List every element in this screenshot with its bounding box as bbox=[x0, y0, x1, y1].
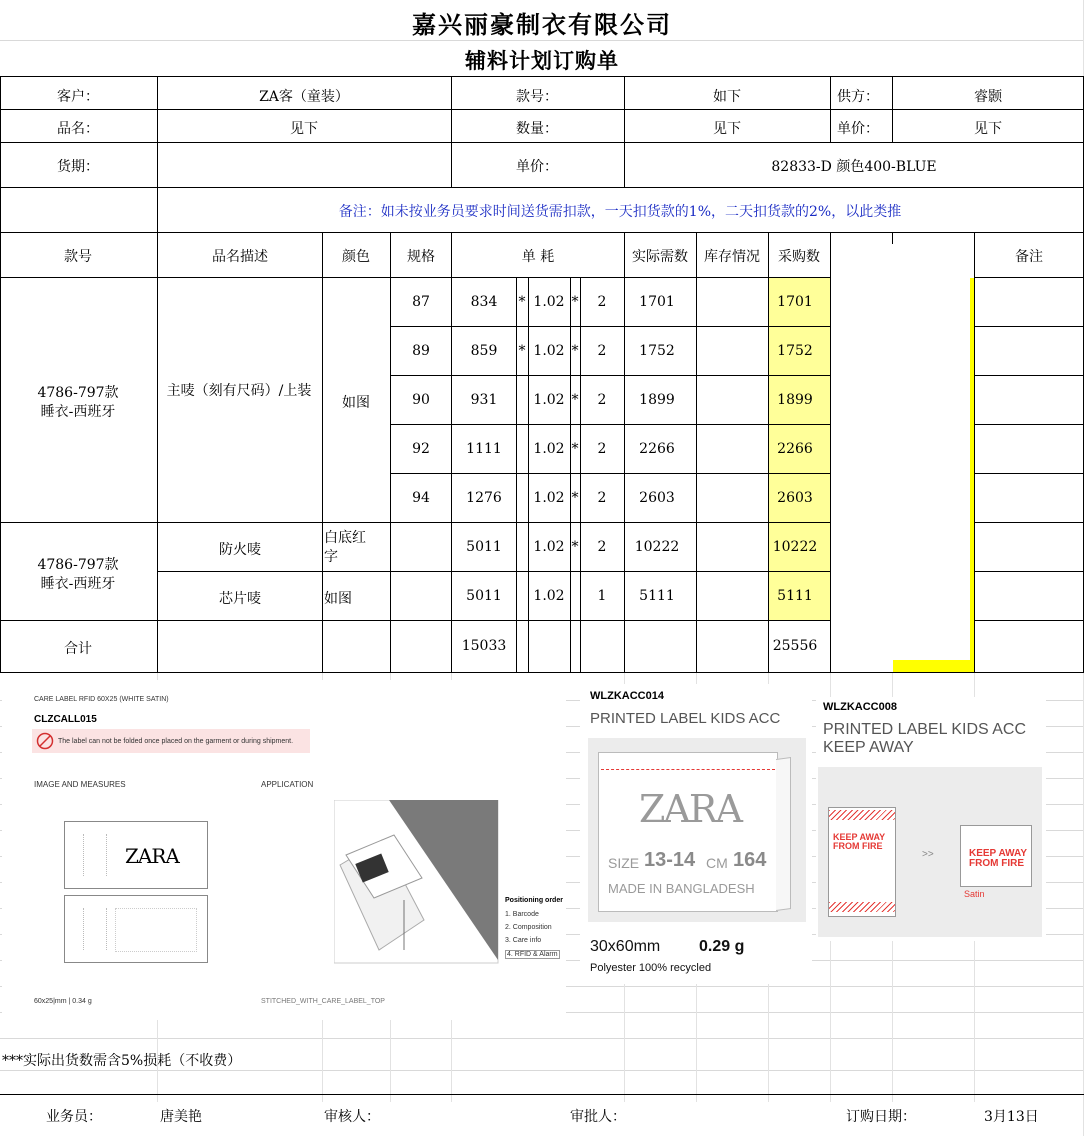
no-fold-icon bbox=[36, 732, 54, 750]
salesperson-value: 唐美艳 bbox=[160, 1109, 202, 1125]
keep-away-code: WLZKACC008 bbox=[823, 701, 897, 713]
kids-cm: 164 bbox=[733, 849, 767, 871]
kids-made-in: MADE IN BANGLADESH bbox=[608, 881, 755, 896]
row-actual: 2266 bbox=[639, 441, 675, 457]
row-op2: * bbox=[571, 392, 579, 408]
total-edge-highlight bbox=[893, 660, 974, 672]
header-style: 款号 bbox=[64, 249, 92, 265]
row-actual: 1701 bbox=[639, 294, 675, 310]
kids-label-material: Polyester 100% recycled bbox=[590, 962, 712, 974]
positioning-step-4: 4. RFID & Alarm bbox=[507, 951, 558, 958]
row-purchase: 1701 bbox=[777, 294, 813, 310]
row-qty: 931 bbox=[470, 392, 498, 408]
row-actual: 1752 bbox=[639, 343, 675, 359]
keep-away-garment-text-2: FROM FIRE bbox=[969, 858, 1024, 869]
row-actual: 2603 bbox=[639, 490, 675, 506]
kids-label-dims: 30x60mm bbox=[590, 938, 661, 955]
care-label-warning: The label can not be folded once placed on the garment or during shipment. bbox=[58, 738, 294, 745]
quantity-value: 见下 bbox=[713, 121, 741, 137]
deduction-note: 备注：如未按业务员要求时间送货需扣款，一天扣货款的1%，二天扣货款的2%，以此类推 bbox=[338, 204, 902, 220]
reviewer-label: 审核人： bbox=[324, 1109, 380, 1125]
stitch-label: STITCHED_WITH_CARE_LABEL_TOP bbox=[261, 998, 385, 1005]
row-size: 92 bbox=[412, 441, 430, 457]
row-op2: * bbox=[571, 441, 579, 457]
keep-away-satin: Satin bbox=[964, 889, 985, 899]
keep-away-garment-text-1: KEEP AWAY bbox=[969, 848, 1027, 859]
unit-price-label-2: 单价： bbox=[516, 159, 558, 175]
kids-label-fold bbox=[776, 757, 791, 911]
label-brand: ZARA bbox=[125, 844, 179, 868]
positioning-title: Positioning order bbox=[505, 897, 563, 904]
header-actual: 实际需数 bbox=[632, 249, 688, 265]
row-purchase: 1899 bbox=[777, 392, 813, 408]
row-rate: 1.02 bbox=[533, 343, 565, 359]
keep-away-title-1: PRINTED LABEL KIDS ACC bbox=[823, 721, 1027, 738]
application-illustration bbox=[334, 800, 500, 965]
row-rate: 1.02 bbox=[533, 588, 565, 604]
product-value: 见下 bbox=[290, 121, 318, 137]
label-back bbox=[64, 895, 208, 963]
kids-label-weight: 0.29 g bbox=[699, 938, 745, 955]
row-purchase: 10222 bbox=[772, 539, 818, 555]
kids-label-brand: ZARA bbox=[639, 787, 741, 831]
kids-label-card bbox=[598, 752, 778, 912]
row-mult: 2 bbox=[597, 539, 607, 555]
header-desc: 品名描述 bbox=[212, 249, 268, 265]
row-op2: * bbox=[571, 539, 579, 555]
header-color: 颜色 bbox=[342, 249, 370, 265]
group1-color: 如图 bbox=[342, 395, 370, 411]
customer-label: 客户： bbox=[57, 89, 99, 105]
image-measures-label: IMAGE AND MEASURES bbox=[34, 780, 126, 789]
header-remark: 备注 bbox=[1015, 249, 1043, 265]
row-mult: 2 bbox=[597, 392, 607, 408]
label-front bbox=[64, 821, 208, 889]
style-label: 款号： bbox=[516, 89, 558, 105]
row-purchase: 2603 bbox=[777, 490, 813, 506]
row-qty: 5011 bbox=[466, 588, 502, 604]
row-qty: 1111 bbox=[466, 441, 502, 457]
row-purchase: 5111 bbox=[777, 588, 813, 604]
header-stock: 库存情况 bbox=[704, 249, 760, 265]
kids-size-prefix: SIZE bbox=[608, 855, 640, 871]
positioning-step-3: 3. Care info bbox=[505, 937, 542, 944]
keep-away-garment bbox=[960, 825, 1032, 887]
color-info: 82833-D 颜色400-BLUE bbox=[771, 159, 937, 175]
header-consumption: 单 耗 bbox=[521, 249, 555, 265]
supplier-label: 供方： bbox=[837, 89, 879, 105]
supplier-value: 睿颢 bbox=[974, 89, 1002, 105]
unit-price-value: 见下 bbox=[974, 121, 1002, 137]
care-label-title: CARE LABEL RFID 60X25 (WHITE SATIN) bbox=[34, 696, 169, 703]
group1-style-desc: 睡衣-西班牙 bbox=[40, 404, 116, 420]
row-mult: 2 bbox=[597, 343, 607, 359]
keep-away-title-2: KEEP AWAY bbox=[823, 739, 914, 756]
row-actual: 1899 bbox=[639, 392, 675, 408]
row-size: 87 bbox=[412, 294, 430, 310]
row-desc: 芯片唛 bbox=[219, 591, 261, 607]
row-qty: 5011 bbox=[466, 539, 502, 555]
row-op1: * bbox=[518, 294, 526, 310]
row-desc: 防火唛 bbox=[219, 542, 261, 558]
row-qty: 834 bbox=[470, 294, 498, 310]
approver-label: 审批人： bbox=[570, 1109, 626, 1125]
company-title: 嘉兴丽豪制衣有限公司 bbox=[412, 10, 672, 39]
care-label-code: CLZCALL015 bbox=[34, 714, 97, 725]
row-size: 90 bbox=[412, 392, 430, 408]
row-mult: 1 bbox=[597, 588, 607, 604]
row-rate: 1.02 bbox=[533, 441, 565, 457]
product-label: 品名： bbox=[57, 121, 99, 137]
kids-label-code: WLZKACC014 bbox=[590, 690, 664, 702]
total-qty: 15033 bbox=[461, 638, 507, 654]
group2-style: 4786-797款 bbox=[37, 557, 119, 573]
positioning-step-1: 1. Barcode bbox=[505, 911, 539, 918]
row-rate: 1.02 bbox=[533, 539, 565, 555]
care-label-image bbox=[2, 680, 566, 1020]
kids-label-image bbox=[580, 684, 812, 984]
kids-cm-prefix: CM bbox=[706, 855, 728, 871]
row-op2: * bbox=[571, 490, 579, 506]
row-op2: * bbox=[571, 343, 579, 359]
form-title: 辅料计划订购单 bbox=[465, 48, 619, 73]
row-size: 94 bbox=[412, 490, 430, 506]
row-actual: 5111 bbox=[639, 588, 675, 604]
row-mult: 2 bbox=[597, 294, 607, 310]
kids-label-title: PRINTED LABEL KIDS ACC bbox=[590, 710, 781, 727]
customer-value: ZA客（童装） bbox=[259, 89, 349, 105]
keep-away-image bbox=[816, 697, 1046, 941]
keep-away-arrow: >> bbox=[922, 849, 934, 860]
row-rate: 1.02 bbox=[533, 392, 565, 408]
row-qty: 1276 bbox=[466, 490, 502, 506]
row-mult: 2 bbox=[597, 441, 607, 457]
quantity-label: 数量： bbox=[516, 121, 558, 137]
salesperson-label: 业务员： bbox=[46, 1109, 102, 1125]
row-purchase: 1752 bbox=[777, 343, 813, 359]
row-color: 如图 bbox=[324, 591, 352, 607]
total-label: 合计 bbox=[64, 641, 92, 657]
header-size: 规格 bbox=[407, 249, 435, 265]
keep-away-text-1: KEEP AWAY bbox=[833, 832, 886, 842]
row-actual: 10222 bbox=[634, 539, 680, 555]
row-rate: 1.02 bbox=[533, 294, 565, 310]
style-value: 如下 bbox=[713, 89, 741, 105]
row-qty: 859 bbox=[470, 343, 498, 359]
delivery-label: 货期： bbox=[57, 159, 99, 175]
application-label: APPLICATION bbox=[261, 780, 314, 789]
total-purchase: 25556 bbox=[772, 638, 818, 654]
loss-note: ***实际出货数需含5%损耗（不收费） bbox=[2, 1053, 242, 1069]
unit-price-label: 单价： bbox=[837, 121, 879, 137]
row-op1: * bbox=[518, 343, 526, 359]
group1-style: 4786-797款 bbox=[37, 385, 119, 401]
group2-style-desc: 睡衣-西班牙 bbox=[40, 576, 116, 592]
row-op2: * bbox=[571, 294, 579, 310]
row-size: 89 bbox=[412, 343, 430, 359]
row-mult: 2 bbox=[597, 490, 607, 506]
keep-away-text-2: FROM FIRE bbox=[833, 841, 883, 851]
kids-size: 13-14 bbox=[644, 849, 696, 871]
row-purchase: 2266 bbox=[777, 441, 813, 457]
order-date-label: 订购日期： bbox=[846, 1109, 916, 1125]
row-rate: 1.02 bbox=[533, 490, 565, 506]
care-label-dims: 60x25|mm | 0.34 g bbox=[34, 998, 92, 1005]
order-date-value: 3月13日 bbox=[984, 1109, 1039, 1125]
keep-away-label bbox=[828, 807, 896, 917]
positioning-step-2: 2. Composition bbox=[505, 924, 552, 931]
row-color: 白底红字 bbox=[324, 530, 366, 565]
header-purchase: 采购数 bbox=[778, 249, 820, 265]
group1-desc: 主唛（刻有尺码）/上装 bbox=[166, 383, 312, 399]
